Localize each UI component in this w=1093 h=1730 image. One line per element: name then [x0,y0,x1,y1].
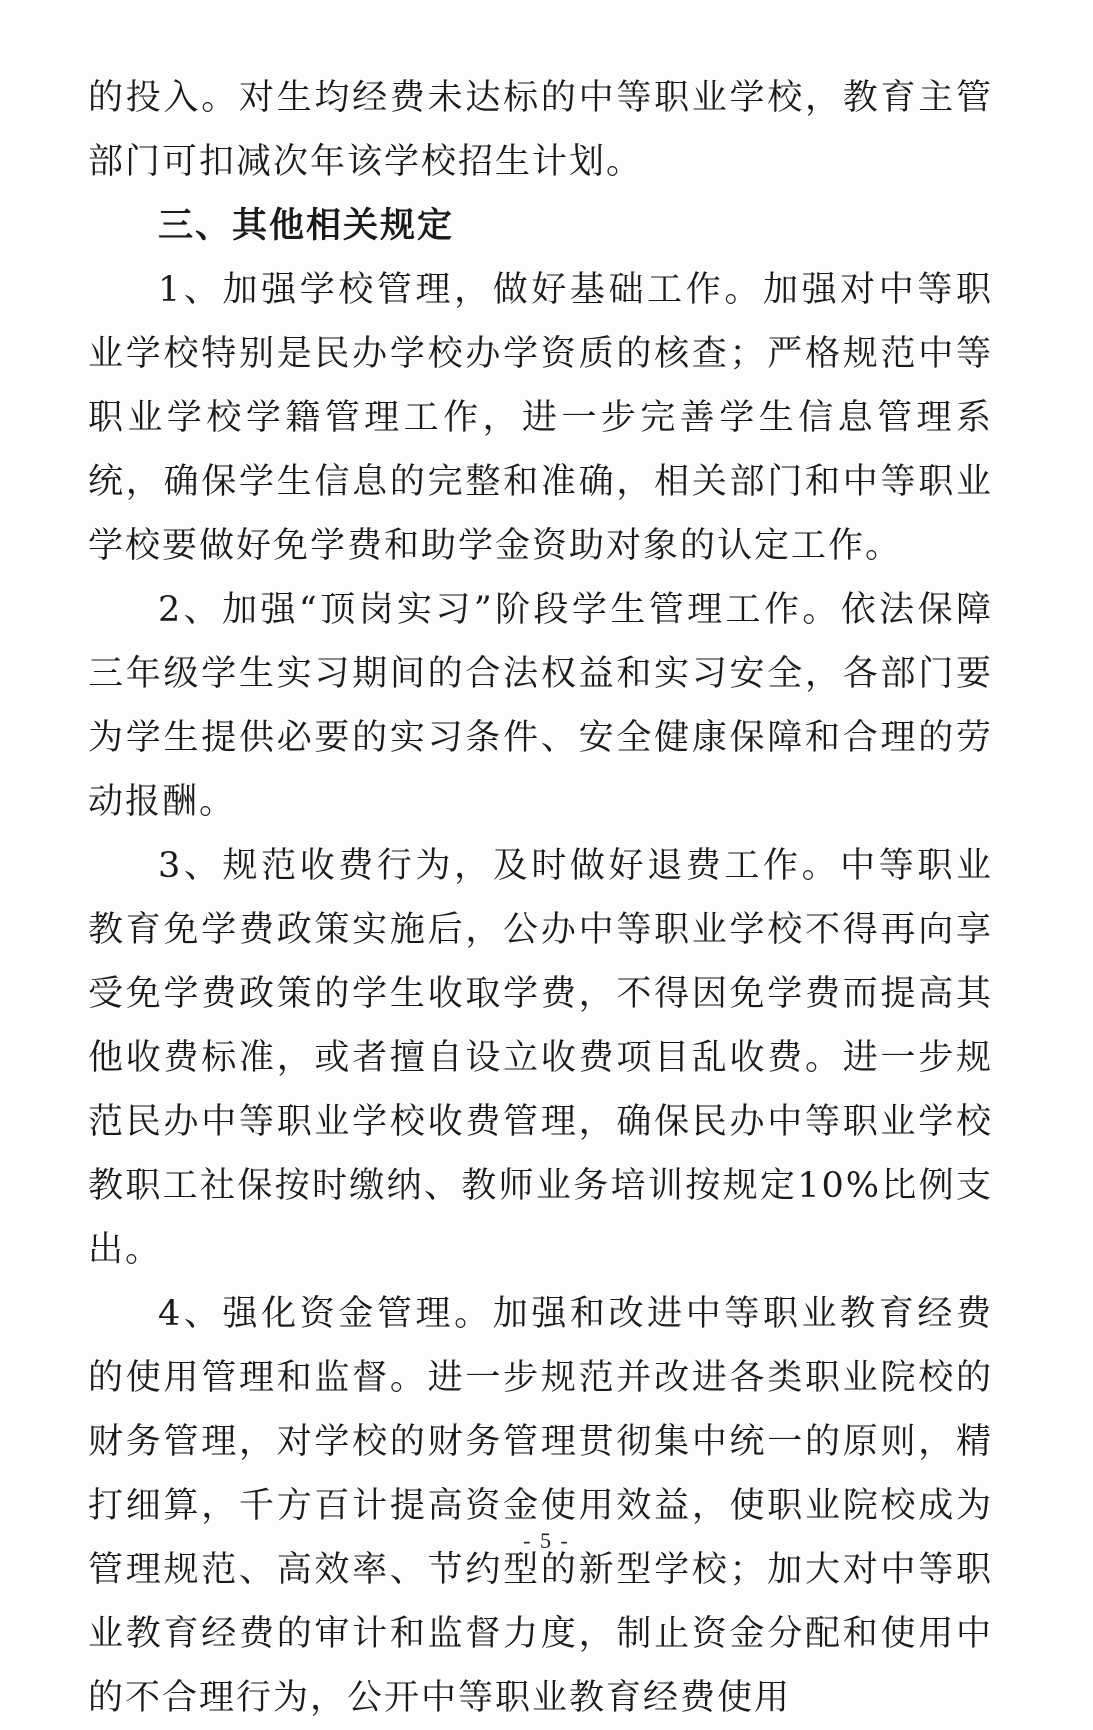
paragraph-item-3: 3、规范收费行为，及时做好退费工作。中等职业教育免学费政策实施后，公办中等职业学校不得再向享受免学费政策的学生收取学费，不得因免学费而提高其他收费标准，或者擅自设立收费项目乱收费。进一步规范民办中等职业学校收费管理，确保民办中等职业学校教职工社保按时缴纳、教师业务培训按规定10%比例支出。 [88,846,993,1270]
paragraph-continuation: 的投入。对生均经费未达标的中等职业学校，教育主管部门可扣减次年该学校招生计划。 [88,78,993,182]
document-body [88,66,993,1730]
section-heading: 三、其他相关规定 [158,206,455,246]
paragraph-item-1: 1、加强学校管理，做好基础工作。加强对中等职业学校特别是民办学校办学资质的核查；严格规范中等职业学校学籍管理工作，进一步完善学生信息管理系统，确保学生信息的完整和准确，相关部门和中等职业学校要做好免学费和助学金资助对象的认定工作。 [88,270,993,566]
paragraph-item-2: 2、加强“顶岗实习”阶段学生管理工作。依法保障三年级学生实习期间的合法权益和实习安全，各部门要为学生提供必要的实习条件、安全健康保障和合理的劳动报酬。 [88,590,993,822]
paragraph-item-4: 4、强化资金管理。加强和改进中等职业教育经费的使用管理和监督。进一步规范并改进各类职业院校的财务管理，对学校的财务管理贯彻集中统一的原则，精打细算，千方百计提高资金使用效益，使职业院校成为管理规范、高效率、节约型的新型学校；加大对中等职业教育经费的审计和监督力度，制止资金分配和使用中的不合理行为，公开中等职业教育经费使用 [88,1294,993,1718]
page-number: - 5 - [523,1528,570,1553]
